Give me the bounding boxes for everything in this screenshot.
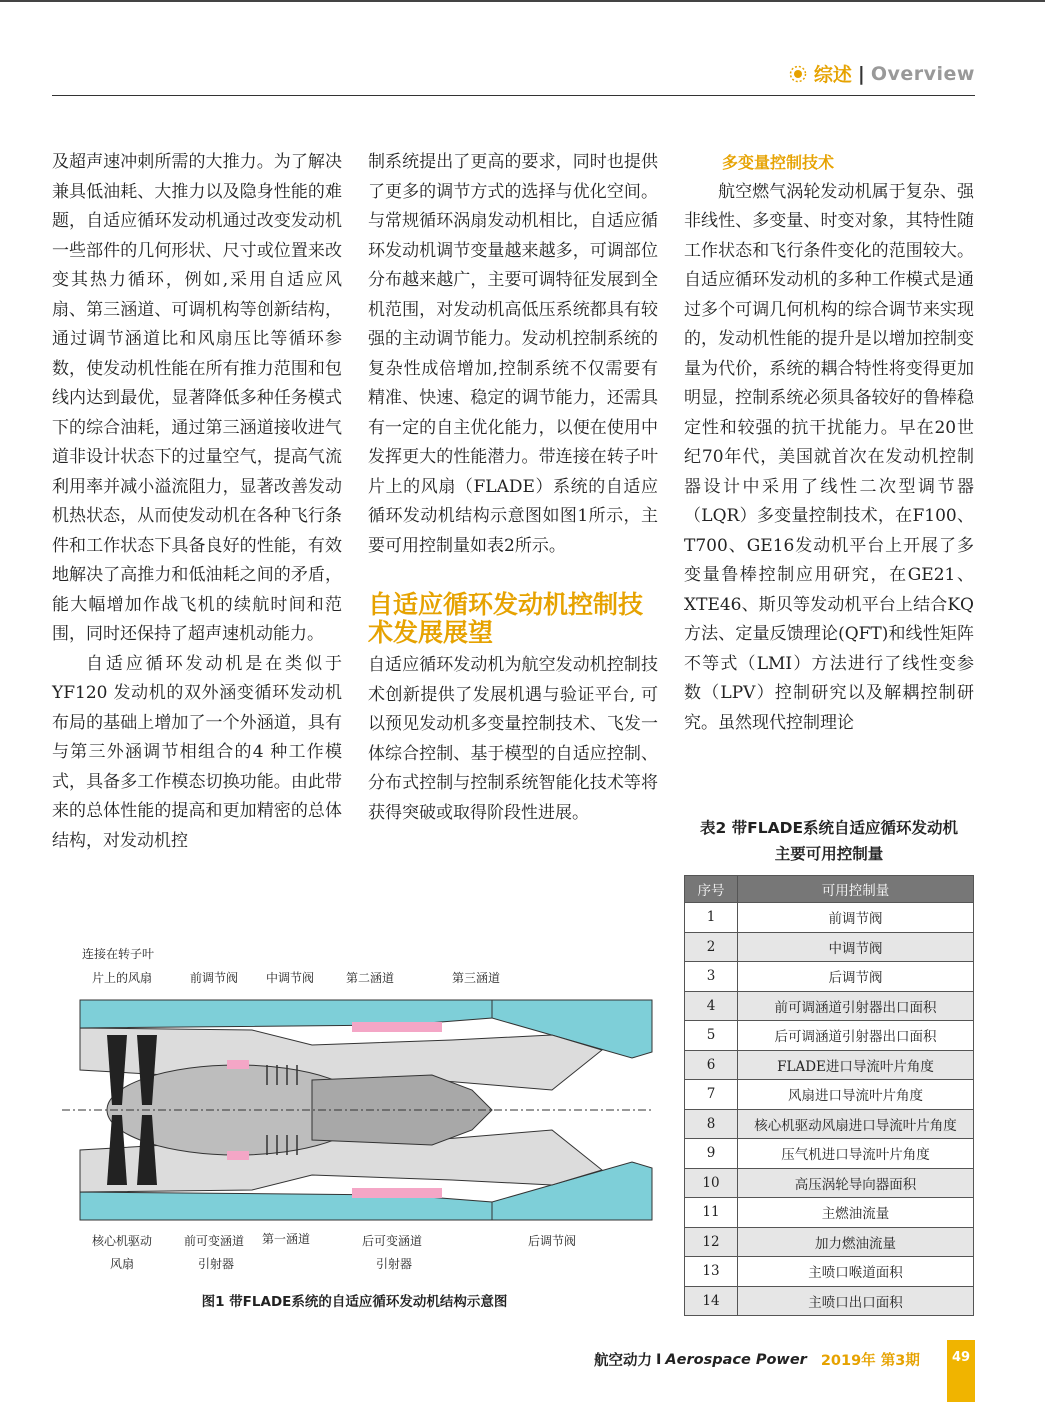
page-number: 49 [947, 1340, 975, 1402]
table-cell-name: 主燃油流量 [738, 1198, 974, 1228]
text-column-1 [52, 148, 342, 856]
table-row [685, 1080, 974, 1110]
table-row [685, 1198, 974, 1228]
table-cell-index: 6 [685, 1050, 738, 1080]
issue-label: 2019年 第3期 [820, 1353, 920, 1369]
text-column-2 [368, 148, 658, 828]
table-cell-index: 2 [685, 932, 738, 962]
section-name-en: Overview [870, 62, 975, 85]
table-row [685, 1227, 974, 1257]
table-row [685, 962, 974, 992]
table-caption-line-2: 主要可用控制量 [774, 845, 884, 863]
section-tag [788, 60, 975, 87]
table-cell-name: 主喷口喉道面积 [738, 1257, 974, 1287]
label-first-duct: 第一涵道 [262, 1232, 311, 1246]
table-cell-index: 9 [685, 1139, 738, 1169]
table-cell-index: 5 [685, 1021, 738, 1051]
table-cell-name: 压气机进口导流叶片角度 [738, 1139, 974, 1169]
table-cell-index: 4 [685, 991, 738, 1021]
second-duct-bottom [352, 1188, 442, 1198]
table-cell-name: 中调节阀 [738, 932, 974, 962]
table-cell-index: 10 [685, 1168, 738, 1198]
label-rear-ejector: 后可变涵道 [362, 1234, 423, 1248]
section-name-zh: 综述 [813, 64, 852, 86]
paragraph: 航空燃气涡轮发动机属于复杂、强非线性、多变量、时变对象，其特性随工作状态和飞行条件变化的范围较大。自适应循环发动机的多种工作模式是通过多个可调几何机构的综合调节来实现的，发动机性能的提升是以增加控制变量为代价，系统的耦合特性将变得更加明显，控制系统必须具备较好的鲁棒稳定性和较强的抗干扰能力。早在20世纪70年代，美国就首次在发动机控制器设计中采用了线性二次型调节器（LQR）多变量控制技术，在F100、T700、GE16发动机平台上开展了多变量鲁棒控制应用研究，在GE21、XTE46、斯贝等发动机平台上结合KQ方法、定量反馈理论(QFT)和线性矩阵不等式（LMI）方法进行了线性变参数（LPV）控制研究以及解耦控制研究。虽然现代控制理论 [684, 181, 974, 733]
label-core-fan: 核心机驱动 [92, 1234, 153, 1248]
label-front-ejector: 前可变涵道 [184, 1234, 245, 1248]
section-heading: 自适应循环发动机控制技术发展展望 [368, 590, 644, 647]
table-cell-index: 14 [685, 1286, 738, 1316]
journal-separator: I [656, 1351, 662, 1368]
table-row [685, 1257, 974, 1287]
table-header-index: 序号 [685, 876, 738, 903]
table-header-name: 可用控制量 [738, 876, 974, 903]
table-cell-name: 加力燃油流量 [738, 1227, 974, 1257]
table-caption [684, 815, 974, 867]
table-row [685, 991, 974, 1021]
sun-logo-icon [788, 64, 808, 84]
table-row [685, 1286, 974, 1316]
label-core-fan: 风扇 [110, 1257, 135, 1271]
second-duct-top [352, 1022, 442, 1032]
table-cell-name: FLADE进口导流叶片角度 [738, 1050, 974, 1080]
table-row [685, 1139, 974, 1169]
journal-name-zh: 航空动力 [594, 1353, 652, 1369]
engine-diagram [52, 940, 657, 1280]
label-mid-valve: 中调节阀 [266, 971, 315, 985]
label-flade: 连接在转子叶 [82, 947, 155, 961]
table-cell-name: 风扇进口导流叶片角度 [738, 1080, 974, 1110]
journal-name-en: Aerospace Power [665, 1351, 807, 1368]
subsection-heading: 多变量控制技术 [722, 153, 835, 172]
table-cell-index: 3 [685, 962, 738, 992]
text-column-3 [684, 148, 974, 738]
table-cell-index: 13 [685, 1257, 738, 1287]
footer [594, 1349, 920, 1370]
label-rear-valve: 后调节阀 [528, 1234, 577, 1248]
label-front-ejector: 引射器 [198, 1257, 235, 1271]
paragraph: 自适应循环发动机是在类似于YF120 发动机的双外涵变循环发动机布局的基础上增加了一个外涵道，具有与第三外涵调节相组合的4 种工作模式，具备多工作模态切换功能。由此带来的总体性能的提高和更加精密的总体结构，对发动机控 [52, 653, 342, 851]
table-cell-name: 后调节阀 [738, 962, 974, 992]
paragraph: 自适应循环发动机为航空发动机控制技术创新提供了发展机遇与验证平台, 可以预见发动机多变量控制技术、飞发一体综合控制、基于模型的自适应控制、分布式控制与控制系统智能化技术等将获得突破或取得阶段性进展。 [368, 655, 658, 823]
label-front-valve: 前调节阀 [190, 971, 239, 985]
table-cell-name: 前可调涵道引射器出口面积 [738, 991, 974, 1021]
table-cell-name: 主喷口出口面积 [738, 1286, 974, 1316]
table-row [685, 1050, 974, 1080]
table-row [685, 903, 974, 933]
first-duct-bottom [227, 1151, 249, 1160]
label-rear-ejector: 引射器 [376, 1257, 413, 1271]
table-cell-name: 核心机驱动风扇进口导流叶片角度 [738, 1109, 974, 1139]
section-separator: | [857, 62, 865, 85]
table-cell-index: 11 [685, 1198, 738, 1228]
table-cell-index: 8 [685, 1109, 738, 1139]
table-cell-name: 后可调涵道引射器出口面积 [738, 1021, 974, 1051]
first-duct-top [227, 1060, 249, 1069]
table-row [685, 1021, 974, 1051]
table-header-row [685, 876, 974, 903]
table-row [685, 1109, 974, 1139]
table-row [685, 1168, 974, 1198]
label-third-duct: 第三涵道 [452, 971, 501, 985]
table-cell-index: 7 [685, 1080, 738, 1110]
top-rule [0, 0, 1045, 2]
table-row [685, 932, 974, 962]
table-cell-name: 高压涡轮导向器面积 [738, 1168, 974, 1198]
figure-caption: 图1 带FLADE系统的自适应循环发动机结构示意图 [201, 1294, 508, 1310]
control-variables-table [684, 875, 974, 1316]
paragraph: 及超声速冲刺所需的大推力。为了解决兼具低油耗、大推力以及隐身性能的难题，自适应循环发动机通过改变发动机一些部件的几何形状、尺寸或位置来改变其热力循环，例如,采用自适应风扇、第三涵道、可调机构等创新结构，通过调节涵道比和风扇压比等循环参数，使发动机性能在所有推力范围和包线内达到最优，显著降低多种任务模式下的综合油耗，通过第三涵道接收进气道非设计状态下的过量空气，提高气流利用率并减小溢流阻力，显著改善发动机热状态，从而使发动机在各种飞行条件和工作状态下具备良好的性能，有效地解决了高推力和低油耗之间的矛盾，能大幅增加作战飞机的续航时间和范围，同时还保持了超声速机动能力。 [52, 152, 342, 644]
table-cell-index: 1 [685, 903, 738, 933]
table-cell-name: 前调节阀 [738, 903, 974, 933]
header-rule [52, 95, 975, 96]
label-flade: 片上的风扇 [92, 971, 153, 985]
label-second-duct: 第二涵道 [346, 971, 395, 985]
table-caption-line-1: 表2 带FLADE系统自适应循环发动机 [699, 819, 959, 837]
table-cell-index: 12 [685, 1227, 738, 1257]
paragraph: 制系统提出了更高的要求，同时也提供了更多的调节方式的选择与优化空间。与常规循环涡扇发动机相比，自适应循环发动机调节变量越来越多，可调部位分布越来越广，主要可调特征发展到全机范围，对发动机高低压系统都具有较强的主动调节能力。发动机控制系统的复杂性成倍增加,控制系统不仅需要有精准、快速、稳定的调节能力，还需具有一定的自主优化能力，以便在使用中发挥更大的性能潜力。带连接在转子叶片上的风扇（FLADE）系统的自适应循环发动机结构示意图如图1所示，主要可用控制量如表2所示。 [368, 152, 658, 556]
